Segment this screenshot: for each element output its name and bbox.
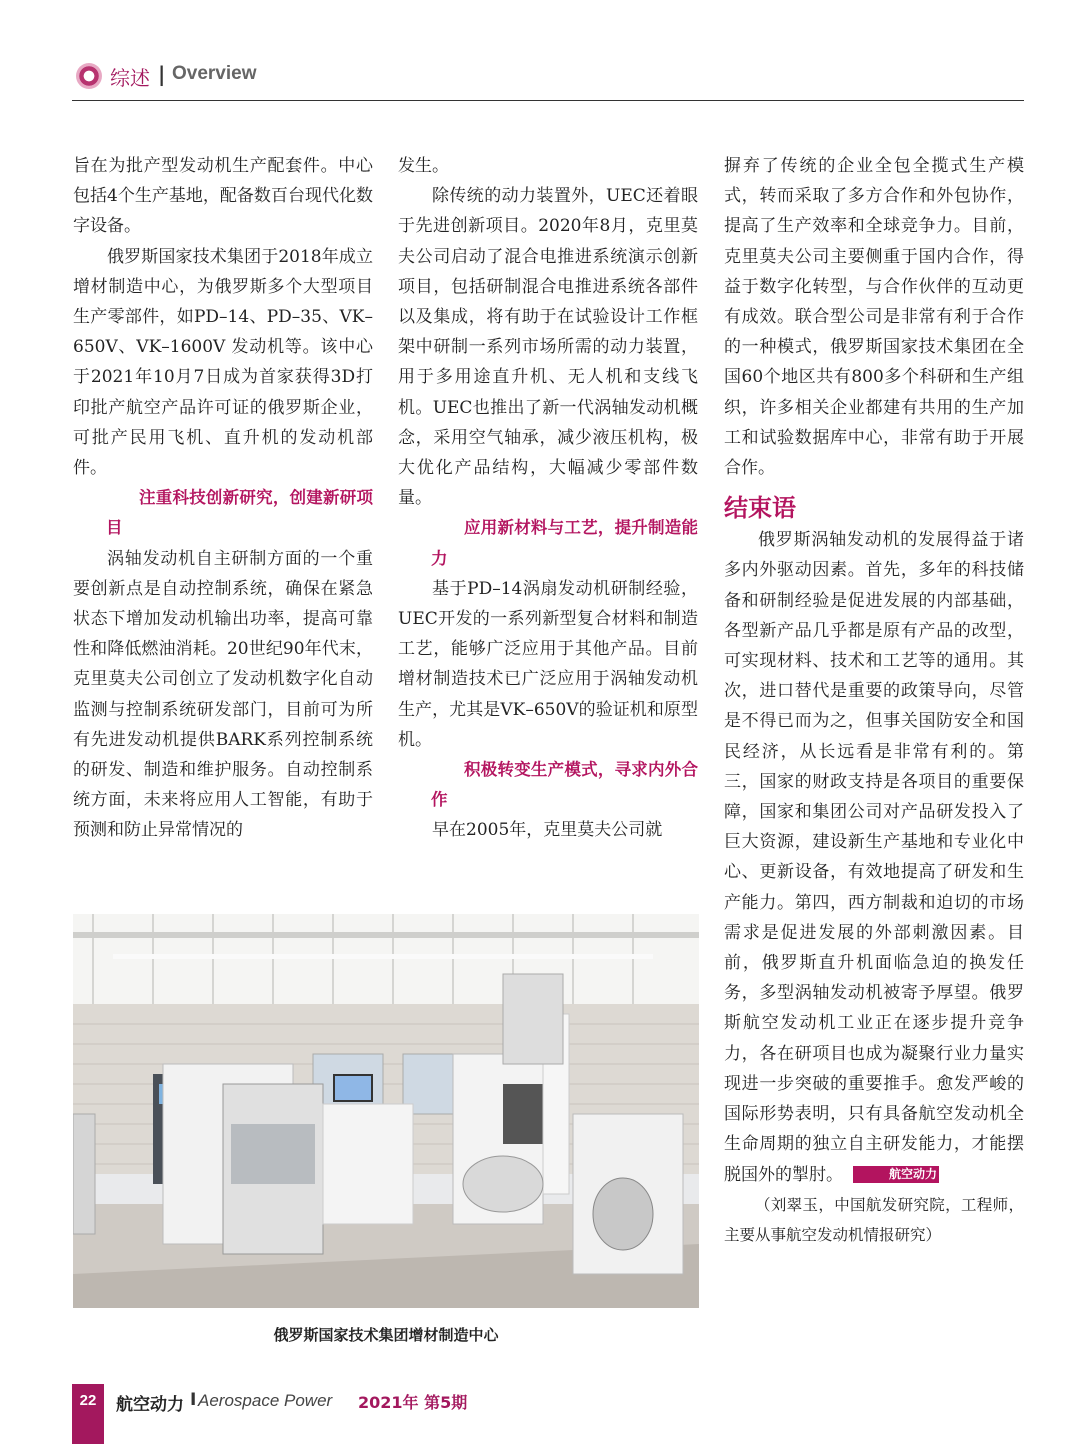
paragraph: 涡轴发动机自主研制方面的一个重要创新点是自动控制系统，确保在紧急状态下增加发动机输出功率，提高可靠性和降低燃油消耗。20世纪90年代末，克里莫夫公司创立了发动机数字化自动监测与控制系统研发部门，目前可为所有先进发动机提供BARK系列控制系统的研发、制造和维护服务。自动控制系统方面，未来将应用人工智能，有助于预测和防止异常情况的 <box>73 548 373 841</box>
text-column-1 <box>73 151 373 846</box>
page-number: 22 <box>72 1384 104 1444</box>
figure-caption: 俄罗斯国家技术集团增材制造中心 <box>273 1326 499 1344</box>
photo-additive-manufacturing-center <box>73 914 699 1308</box>
paragraph: 摒弃了传统的企业全包全揽式生产模式，转而采取了多方合作和外包协作，提高了生产效率和全球竞争力。目前，克里莫夫公司主要侧重于国内合作，得益于数字化转型，与合作伙伴的互动更有成效。联合型公司是非常有利于合作的一种模式，俄罗斯国家技术集团在全国60个地区共有800多个科研和生产组织，许多相关企业都建有共用的生产加工和试验数据库中心，非常有助于开展合作。 <box>724 156 1024 479</box>
end-mark: 航空动力 <box>853 1166 939 1183</box>
journal-name-en: Aerospace Power <box>198 1391 333 1410</box>
conclusion-text: 俄罗斯涡轴发动机的发展得益于诸多内外驱动因素。首先，多年的科技储备和研制经验是促进发展的内部基础，各型新产品几乎都是原有产品的改型，可实现材料、技术和工艺等的通用。其次，进口替代是重要的政策导向，尽管是不得已而为之，但事关国防安全和国民经济，从长远看是非常有利的。第三，国家的财政支持是各项目的重要保障，国家和集团公司对产品研发投入了巨大资源，建设新生产基地和专业化中心、更新设备，有效地提高了研发和生产能力。第四，西方制裁和迫切的市场需求是促进发展的外部刺激因素。目前，俄罗斯直升机面临急迫的换发任务，多型涡轴发动机被寄予厚望。俄罗斯航空发动机工业正在逐步提升竞争力，各在研项目也成为凝聚行业力量实现进一步突破的重要推手。愈发严峻的国际形势表明，只有具备航空发动机全生命周期的独立自主研发能力，才能摆脱国外的掣肘。 <box>724 530 1024 1185</box>
paragraph: 除传统的动力装置外，UEC还着眼于先进创新项目。2020年8月，克里莫夫公司启动了混合电推进系统演示创新项目，包括研制混合电推进系统各部件以及集成，将有助于在试验设计工作框架中研制一系列市场所需的动力装置，用于多用途直升机、无人机和支线飞机。UEC也推出了新一代涡轴发动机概念，采用空气轴承，减少液压机构，极大优化产品结构，大幅减少零部件数量。 <box>398 186 698 509</box>
journal-name-cn: 航空动力 <box>116 1395 184 1415</box>
text-column-2 <box>398 151 698 846</box>
author-note: （刘翠玉，中国航发研究院，工程师，主要从事航空发动机情报研究） <box>724 1195 1024 1244</box>
page-footer <box>72 1384 1024 1444</box>
paragraph: 俄罗斯国家技术集团于2018年成立增材制造中心，为俄罗斯多个大型项目生产零部件，如PD–14、PD–35、VK–650V、VK–1600V 发动机等。该中心于2021年10月7日成为首家获得3D打印批产航空产品许可证的俄罗斯企业，可批产民用飞机、直升机的发动机部件。 <box>73 246 373 479</box>
paragraph: 发生。 <box>398 156 449 176</box>
paragraph: 基于PD–14涡扇发动机研制经验，UEC开发的一系列新型复合材料和制造工艺，能够广泛应用于其他产品。目前增材制造技术已广泛应用于涡轴发动机生产，尤其是VK–650V的验证机和原型机。 <box>398 578 698 750</box>
subheading: 应用新材料与工艺，提升制造能力 <box>431 518 698 568</box>
page-header <box>72 58 1024 101</box>
photo-illustration <box>73 914 699 1308</box>
subheading: 注重科技创新研究，创建新研项目 <box>106 488 373 538</box>
issue-label: 2021年 第5期 <box>358 1393 468 1412</box>
paragraph <box>724 525 1024 1189</box>
conclusion-heading: 结束语 <box>724 494 796 523</box>
journal-logo-icon <box>76 63 102 89</box>
section-separator: | <box>158 62 166 86</box>
text-column-3 <box>724 151 1024 1250</box>
paragraph: 早在2005年，克里莫夫公司就 <box>432 820 663 841</box>
footer-separator: I <box>190 1390 197 1410</box>
section-title-en: Overview <box>172 63 257 84</box>
section-title-cn: 综述 <box>110 66 150 90</box>
paragraph: 旨在为批产型发动机生产配套件。中心包括4个生产基地，配备数百台现代化数字设备。 <box>73 156 373 237</box>
subheading: 积极转变生产模式，寻求内外合作 <box>431 760 698 810</box>
